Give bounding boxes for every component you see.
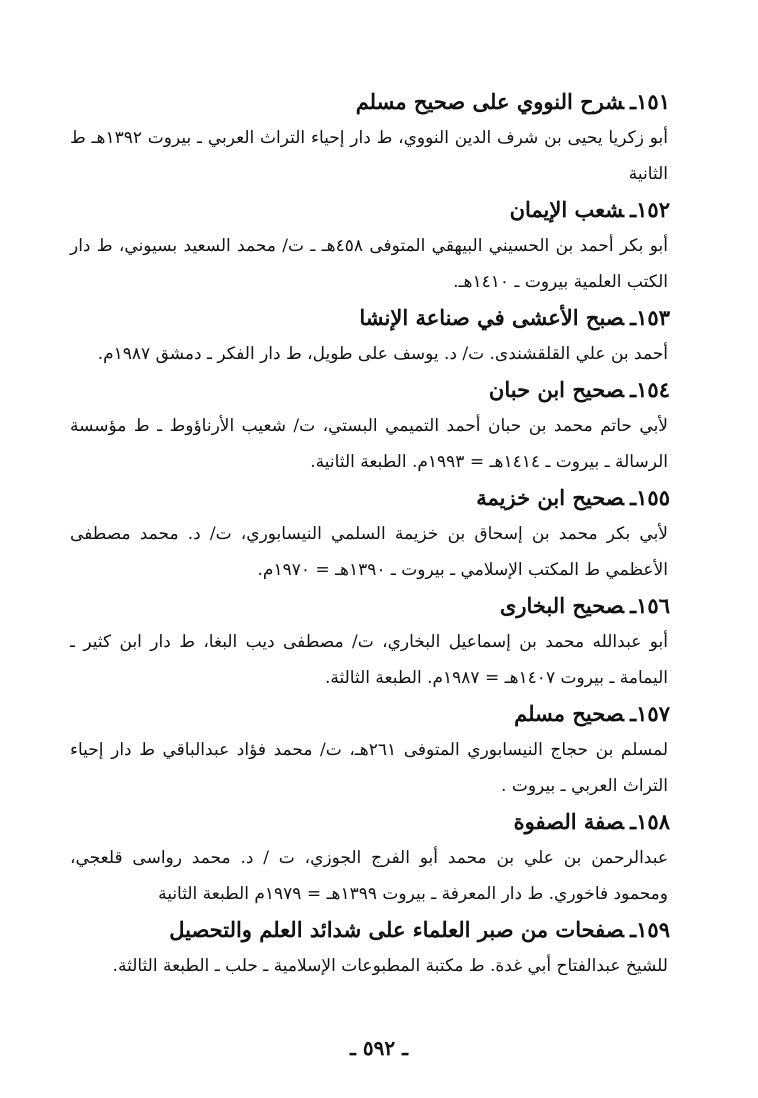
entry-heading — [70, 696, 670, 732]
entry-description: أبو بكر أحمد بن الحسيني البيهقي المتوفى ٤٥٨هـ ـ ت/ محمد السعيد بسيوني، ط دار الكتب العلمية بيروت ـ ١٤١٠هـ. — [70, 236, 668, 292]
entry-description: لأبي بكر محمد بن إسحاق بن خزيمة السلمي النيسابوري، ت/ د. محمد مصطفى الأعظمي ط المكتب الإسلامي ـ بيروت ـ ١٣٩٠هـ = ١٩٧٠م. — [70, 524, 668, 580]
entry-number: ١٥٨ـ — [630, 809, 670, 834]
entry-number: ١٥١ـ — [630, 89, 670, 114]
entry-heading — [70, 588, 670, 624]
entry-heading — [70, 372, 670, 408]
entry-heading — [70, 912, 670, 948]
entry-number: ١٥٦ـ — [630, 593, 670, 618]
entry-title: صحيح ابن حبان — [488, 377, 624, 402]
entry-number: ١٥٩ـ — [630, 917, 670, 942]
entry-title: صحيح البخارى — [499, 593, 624, 618]
entry-title: صفحات من صبر العلماء على شدائد العلم والتحصيل — [169, 917, 624, 942]
page-number: ـ ٥٩٢ ـ — [350, 1036, 408, 1060]
entry-description: لمسلم بن حجاج النيسابوري المتوفى ٢٦١هـ، ت/ محمد فؤاد عبدالباقي ط دار إحياء التراث العربي ـ بيروت . — [70, 740, 668, 796]
entry-number: ١٥٧ـ — [630, 701, 670, 726]
entry-description: أبو عبدالله محمد بن إسماعيل البخاري، ت/ مصطفى ديب البغا، ط دار ابن كثير ـ اليمامة ـ بيروت ١٤٠٧هـ = ١٩٨٧م. الطبعة الثالثة. — [70, 632, 668, 688]
bibliography-entry-154 — [70, 372, 670, 480]
bibliography-entry-152 — [70, 192, 670, 300]
bibliography-entry-151 — [70, 84, 670, 192]
entry-heading — [70, 192, 670, 228]
entry-number: ١٥٢ـ — [630, 197, 670, 222]
entry-number: ١٥٤ـ — [630, 377, 670, 402]
bibliography-entry-157 — [70, 696, 670, 804]
entry-title: صحيح ابن خزيمة — [476, 485, 624, 510]
entry-description: عبدالرحمن بن علي بن محمد أبو الفرج الجوزي، ت / د. محمد رواسى قلعجي، ومحمود فاخوري. ط دار المعرفة ـ بيروت ١٣٩٩هـ = ١٩٧٩م الطبعة الثانية — [70, 848, 668, 904]
entry-description: أحمد بن علي القلقشندى. ت/ د. يوسف على طويل، ط دار الفكر ـ دمشق ١٩٨٧م. — [97, 344, 668, 364]
entry-title: شرح النووي على صحيح مسلم — [355, 89, 624, 114]
entry-number: ١٥٣ـ — [630, 305, 670, 330]
entry-description: للشيخ عبدالفتاح أبي غدة. ط مكتبة المطبوعات الإسلامية ـ حلب ـ الطبعة الثالثة. — [112, 956, 668, 976]
bibliography-entry-155 — [70, 480, 670, 588]
entry-heading — [70, 84, 670, 120]
entry-title: صبح الأعشى في صناعة الإنشا — [359, 305, 624, 330]
entry-title: صفة الصفوة — [513, 809, 624, 834]
entry-number: ١٥٥ـ — [630, 485, 670, 510]
entry-heading — [70, 480, 670, 516]
bibliography-list — [70, 84, 670, 984]
entry-description: أبو زكريا يحيى بن شرف الدين النووي، ط دار إحياء التراث العربي ـ بيروت ١٣٩٢هـ ط الثانية — [70, 128, 668, 184]
bibliography-entry-153 — [70, 300, 670, 372]
entry-description: لأبي حاتم محمد بن حبان أحمد التميمي البستي، ت/ شعيب الأرناؤوط ـ ط مؤسسة الرسالة ـ بيروت ـ ١٤١٤هـ = ١٩٩٣م. الطبعة الثانية. — [70, 416, 668, 472]
entry-heading — [70, 804, 670, 840]
entry-title: صحيح مسلم — [514, 701, 624, 726]
bibliography-entry-158 — [70, 804, 670, 912]
entry-title: شعب الإيمان — [509, 197, 624, 222]
bibliography-entry-156 — [70, 588, 670, 696]
bibliography-entry-159 — [70, 912, 670, 984]
entry-heading — [70, 300, 670, 336]
